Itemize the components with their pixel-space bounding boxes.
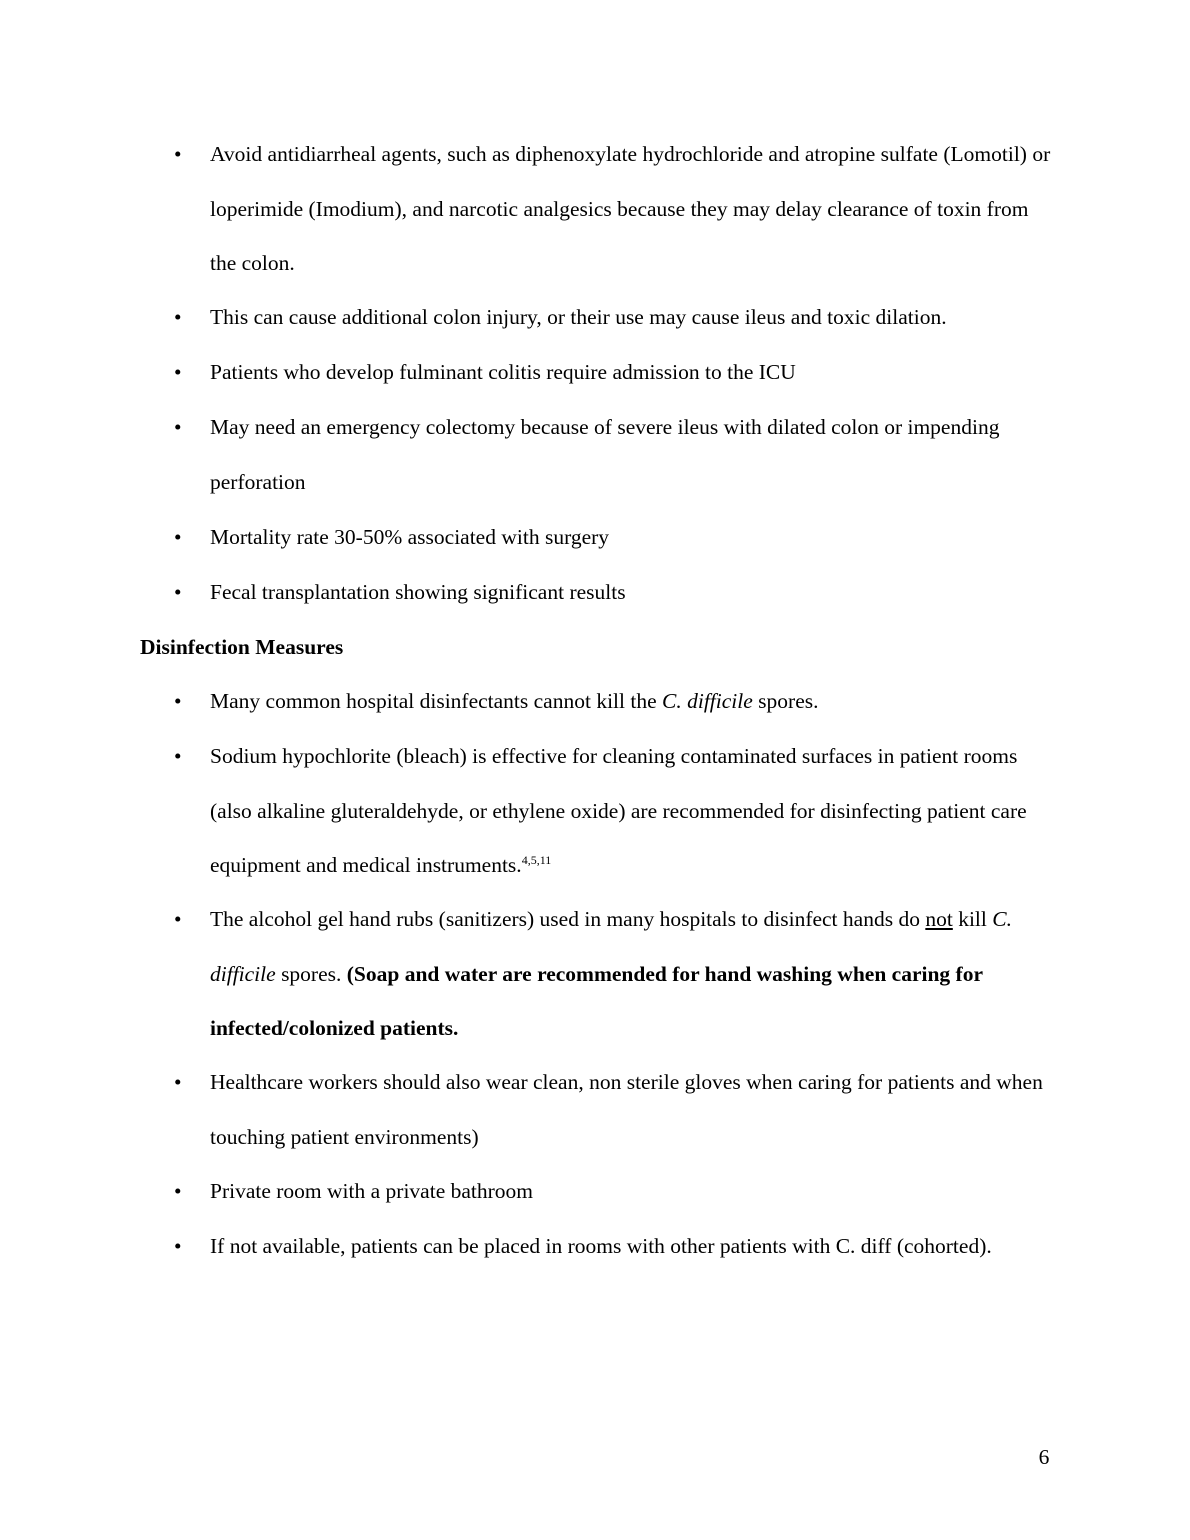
list-item-text: Sodium hypochlorite (bleach) is effective for cleaning contaminated surfaces in patient rooms (also alkaline gluteraldehyde, or ethylene oxide) are recommended for disinfecting patient care equipment and medical instruments. xyxy=(210,744,1027,877)
underlined-word: not xyxy=(925,907,953,931)
list-item xyxy=(174,1055,1060,1164)
page-number: 6 xyxy=(1038,1445,1050,1469)
list-item-text: kill xyxy=(952,907,993,931)
list-item-text: spores. xyxy=(275,961,347,986)
list-item xyxy=(174,290,1060,345)
list-item-text: Many common hospital disinfectants cannot kill the xyxy=(210,689,663,713)
list-item-text: This can cause additional colon injury, or their use may cause ileus and toxic dilation. xyxy=(210,305,947,329)
bullet-icon: • xyxy=(174,689,182,713)
bullet-icon: • xyxy=(174,305,182,329)
list-item xyxy=(174,565,1060,620)
list-item-text: The alcohol gel hand rubs (sanitizers) used in many hospitals to disinfect hands do xyxy=(210,907,926,931)
list-item xyxy=(174,892,1060,1056)
citation-superscript: 4,5,11 xyxy=(521,852,552,867)
list-item-text: Private room with a private bathroom xyxy=(210,1179,534,1203)
bullet-icon: • xyxy=(174,415,182,439)
bullet-icon: • xyxy=(174,1070,182,1094)
bullet-icon: • xyxy=(174,142,182,166)
list-item xyxy=(174,510,1060,565)
list-item xyxy=(174,400,1060,509)
bullet-icon: • xyxy=(174,744,182,768)
bullet-icon: • xyxy=(174,1234,182,1258)
list-item-text: Healthcare workers should also wear clean, non sterile gloves when caring for patients and when touching patient environments) xyxy=(210,1070,1043,1149)
list-item-text: Avoid antidiarrheal agents, such as diphenoxylate hydrochloride and atropine sulfate (Lomotil) or loperimide (Imodium), and narcotic analgesics because they may delay clearance of toxin from the colon. xyxy=(210,142,1051,275)
list-item xyxy=(174,729,1060,893)
bullet-icon: • xyxy=(174,1179,182,1203)
list-item-text: spores. xyxy=(752,689,819,713)
list-item xyxy=(174,1164,1060,1219)
bullet-icon: • xyxy=(174,580,182,604)
list-item-text: If not available, patients can be placed in rooms with other patients with C. diff (cohorted). xyxy=(210,1234,992,1258)
list-item xyxy=(174,127,1060,291)
italic-term: C. difficile xyxy=(210,907,1012,986)
list-item xyxy=(174,1219,1060,1274)
list-item-text: Patients who develop fulminant colitis require admission to the ICU xyxy=(210,360,796,384)
section-heading: Disinfection Measures xyxy=(140,635,344,659)
bold-emphasis: (Soap and water are recommended for hand washing when caring for infected/colonized patients. xyxy=(210,961,983,1040)
bullet-icon: • xyxy=(174,360,182,384)
list-item xyxy=(174,674,1060,729)
bullet-icon: • xyxy=(174,907,182,931)
list-item xyxy=(174,345,1060,400)
italic-term: C. difficile xyxy=(662,689,753,713)
bullet-icon: • xyxy=(174,525,182,549)
list-item-text: Mortality rate 30-50% associated with surgery xyxy=(210,525,610,549)
list-item-text: May need an emergency colectomy because of severe ileus with dilated colon or impending perforation xyxy=(210,415,1000,494)
list-item-text: Fecal transplantation showing significant results xyxy=(210,580,626,604)
